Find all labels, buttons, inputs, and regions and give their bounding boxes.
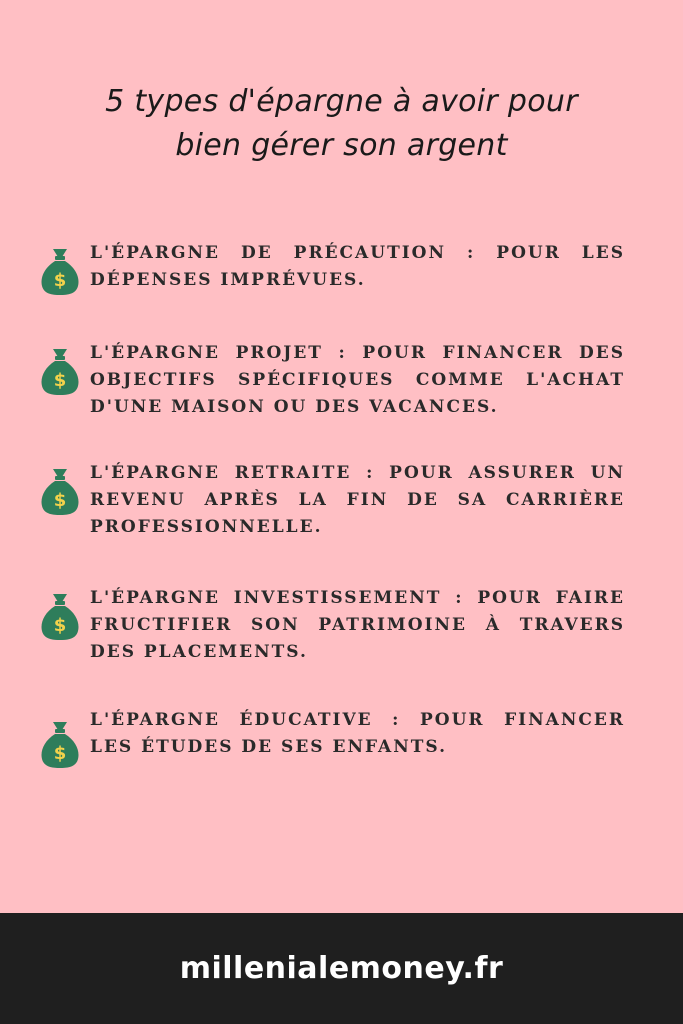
item-description: POUR FINANCER LES ÉTUDES DE SES ENFANTS.	[90, 710, 626, 757]
svg-text:$: $	[53, 270, 67, 291]
money-bag-icon	[40, 719, 80, 769]
list-item-text	[90, 240, 625, 294]
list-item-text	[90, 585, 625, 666]
money-bag-icon	[40, 466, 80, 516]
item-key: L'ÉPARGNE INVESTISSEMENT :	[90, 588, 464, 608]
list-item-text	[90, 707, 625, 761]
item-description: POUR FAIRE FRUCTIFIER SON PATRIMOINE À TRAVERS DES PLACEMENTS.	[90, 588, 626, 662]
item-key: L'ÉPARGNE ÉDUCATIVE :	[90, 710, 401, 730]
site-link[interactable]: millenialemoney.fr	[179, 951, 504, 986]
title-line-2: bien gérer son argent	[175, 128, 508, 163]
list-item-text	[90, 460, 625, 541]
item-description: POUR FINANCER DES OBJECTIFS SPÉCIFIQUES COMME L'ACHAT D'UNE MAISON OU DES VACANCES.	[90, 343, 626, 417]
title-line-1: 5 types d'épargne à avoir pour	[105, 84, 578, 119]
money-bag-icon	[40, 346, 80, 396]
svg-text:$: $	[53, 615, 67, 636]
item-description: POUR ASSURER UN REVENU APRÈS LA FIN DE SA CARRIÈRE PROFESSIONNELLE.	[90, 463, 626, 537]
page-title	[60, 80, 623, 168]
item-key: L'ÉPARGNE RETRAITE :	[90, 463, 375, 483]
money-bag-icon	[40, 246, 80, 296]
svg-text:$: $	[53, 370, 67, 391]
item-key: L'ÉPARGNE PROJET :	[90, 343, 347, 363]
money-bag-icon	[40, 591, 80, 641]
list-item-text	[90, 340, 625, 421]
item-key: L'ÉPARGNE DE PRÉCAUTION :	[90, 243, 476, 263]
footer-bar	[0, 913, 683, 1024]
svg-text:$: $	[53, 490, 67, 511]
item-description: POUR LES DÉPENSES IMPRÉVUES.	[90, 243, 625, 290]
svg-text:$: $	[53, 743, 67, 764]
